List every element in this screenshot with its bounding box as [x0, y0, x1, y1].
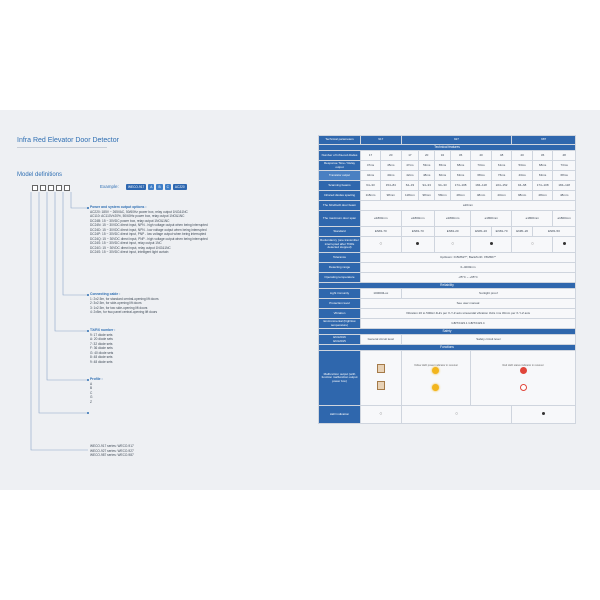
relay-cell: 68ms	[532, 161, 552, 171]
standard-label: Standard	[319, 227, 361, 237]
profile-title: Profile :	[90, 377, 103, 381]
standard-cell: EN81-70	[361, 227, 402, 237]
power-option: DC24P: 15 ~ 30VDC direct input, PNP - low voltage output when being interrupted	[90, 232, 207, 236]
emc-value: General circuit level	[361, 335, 402, 345]
scanning-cell: 184~118	[471, 181, 492, 191]
cable-option: 2: 3x2.5m, for side-opening lift doors	[90, 301, 142, 305]
red-led-off-icon	[520, 384, 527, 391]
spacing-cell: 40mm	[491, 191, 512, 201]
no-icon: ○	[451, 240, 455, 247]
scanning-label: Scanning beams	[319, 181, 361, 191]
blind-label: The blind/soft door beam	[319, 201, 361, 211]
spacing-cell: 48mm	[553, 191, 576, 201]
profile-option: C	[90, 390, 93, 395]
connecting-cable-title: Connecting cable :	[90, 292, 121, 296]
environmental-value: GB/T2423.1 GB/T2423.4	[361, 319, 576, 329]
tx-rx-option: A: 20 diode sets	[90, 337, 113, 341]
diodes-cell: 48	[553, 151, 576, 161]
series-group	[90, 444, 270, 458]
connecting-cable-group	[90, 292, 270, 315]
transistor-cell: 63ms	[532, 171, 552, 181]
spacing-cell: 58mm	[435, 191, 451, 201]
scanning-cell: 64~33	[401, 181, 419, 191]
detecting-label: Detecting range	[319, 263, 361, 273]
spacing-cell: 48mm	[471, 191, 492, 201]
spacing-cell: 98mm	[381, 191, 402, 201]
series-987-header: 987	[512, 136, 576, 145]
relay-cell: 47ms	[361, 161, 381, 171]
relay-cell: 45ms	[381, 161, 402, 171]
emc-label-2: EN12015	[333, 338, 346, 343]
transistor-cell: 63ms	[450, 171, 470, 181]
max-span-label: The maximum door span	[319, 211, 361, 227]
power-option: DC24D: 15 ~ 30VDC direct input, NPN - low voltage output when being interrupted	[90, 227, 207, 232]
power-option: DC24N: 15 ~ 30VDC direct input, NPN - high voltage output when being interrupted	[90, 223, 208, 227]
power-option: DC24B: 15 ~ 30VDC power box, relay output 1NO&1NC	[90, 218, 170, 223]
cable-option: 1: 2x2.5m, for standard central-opening lift doors	[90, 296, 159, 301]
example-chip: C	[166, 184, 169, 189]
example-chip: WECO-917	[128, 184, 145, 189]
functions-band: Functions	[319, 345, 576, 351]
example-chip: B	[158, 184, 161, 189]
red-led-caption: Red LED status indicator in receiver	[502, 363, 544, 367]
scanning-cell: 224~152	[491, 181, 512, 191]
emc-label	[319, 335, 361, 345]
diodes-cell: 17	[361, 151, 381, 161]
standard-cell: EN81-50	[532, 227, 575, 237]
yellow-led-icon	[432, 384, 439, 391]
diodes-label: Number of Infra-red diodes	[319, 151, 361, 161]
relay-label-text: Relay output	[335, 160, 356, 169]
diodes-cell: 20	[381, 151, 402, 161]
yes-dot-icon	[490, 242, 493, 245]
door-illustration-icon	[377, 364, 385, 373]
spacing-cell: 48mm	[450, 191, 470, 201]
scanning-cell: 94~68	[512, 181, 533, 191]
scanning-cell: 154~84	[381, 181, 402, 191]
scanning-cell: 94~33	[419, 181, 435, 191]
right-page	[300, 110, 600, 490]
document-title: Infra Red Elevator Door Detector	[17, 137, 119, 144]
spacing-label: Infrared diodes spacing	[319, 191, 361, 201]
standard-cell: EN81-70	[491, 227, 512, 237]
scanning-cell: 174~108	[450, 181, 470, 191]
vibration-label: Vibration	[319, 309, 361, 319]
yellow-led-cell	[401, 351, 471, 406]
redundancy-cell	[512, 237, 553, 253]
max-span-cell: ≥1800mm	[512, 211, 553, 227]
relay-cell: 73ms	[471, 161, 492, 171]
max-span-cell: ≥1800mm	[553, 211, 576, 227]
transistor-cell: 68ms	[553, 171, 576, 181]
operating-value: -25°C ~ +65°C	[361, 273, 576, 283]
diodes-cell: 32	[435, 151, 451, 161]
scanning-cell: 174~108	[532, 181, 552, 191]
power-options-group	[90, 205, 270, 255]
power-option: AC220: 185V ~ 265VAC, 50/60Hz power box, relay output 1NO&1NC	[90, 209, 188, 214]
transistor-cell: 42ms	[361, 171, 381, 181]
led-indication-cell	[401, 406, 512, 424]
relay-cell: 47ms	[401, 161, 419, 171]
transistor-cell: 76ms	[491, 171, 512, 181]
protection-value: See user manual	[361, 299, 576, 309]
redundancy-cell	[435, 237, 471, 253]
cable-option: 4: 2x5m, for two panel central-opening lift doors	[90, 310, 158, 314]
example-chip: A	[150, 184, 153, 189]
scanning-cell: 184~118	[553, 181, 576, 191]
redundancy-cell	[401, 237, 434, 253]
tx-rx-option: F: 36 diode sets	[90, 346, 113, 350]
transistor-cell: 48ms	[419, 171, 435, 181]
power-option: DC24Q: 15 ~ 30VDC direct input, PNP - high voltage output when being interrupted	[90, 236, 208, 241]
diodes-cell: 20	[512, 151, 533, 161]
max-span-cell: ≥1800mm	[435, 211, 471, 227]
response-label-text: Response Time	[323, 160, 345, 165]
standard-cell: EN81-20	[435, 227, 471, 237]
transistor-cell: 42ms	[401, 171, 419, 181]
scanning-cell: 94~33	[435, 181, 451, 191]
profile-option: G	[90, 395, 93, 399]
spacing-cell: 48mm	[532, 191, 552, 201]
diodes-cell: 17	[401, 151, 419, 161]
relay-cell: 53ms	[512, 161, 533, 171]
standard-cell: EN81-20	[512, 227, 533, 237]
detecting-value: 0~4000mm	[361, 263, 576, 273]
reliability-band: Reliability	[319, 283, 576, 289]
series-927-header: 927	[401, 136, 512, 145]
yes-dot-icon	[563, 242, 566, 245]
relay-cell: 61ms	[491, 161, 512, 171]
transistor-cell: 43ms	[512, 171, 533, 181]
tx-rx-option: 8: 48 diode sets	[90, 355, 113, 359]
led-indication-cell	[512, 406, 576, 424]
relay-cell: 53ms	[419, 161, 435, 171]
diodes-cell: 48	[491, 151, 512, 161]
diodes-cell: 36	[532, 151, 552, 161]
door-illustration-icon	[377, 381, 385, 390]
environmental-label: Environmental (high/low temperature)	[319, 319, 361, 329]
safety-band: Safety	[319, 329, 576, 335]
transistor-cell: 60ms	[435, 171, 451, 181]
profile-option: B	[90, 386, 93, 390]
profile-group	[90, 377, 270, 404]
protection-label: Protection level	[319, 299, 361, 309]
tx-rx-option: 9: 17 diode sets	[90, 332, 113, 337]
red-led-cell	[471, 351, 576, 406]
blind-value: ≤20mm	[361, 201, 576, 211]
transistor-label: Transistor output	[319, 171, 361, 181]
led-indication-label: LED indication	[319, 406, 361, 424]
power-option: DC24S: 15 ~ 30VDC direct input, relay output 1NC	[90, 241, 162, 245]
yellow-led-icon	[432, 367, 439, 374]
operating-label: Operating temperature	[319, 273, 361, 283]
spec-table	[318, 135, 576, 424]
emc-note: Safety circuit level	[401, 335, 575, 345]
tx-rx-option: 7: 32 diode sets	[90, 341, 113, 346]
power-option: AC110: AC110V±20%, 50/60Hz power box, relay output 1NO&1NC	[90, 214, 185, 218]
tx-rx-option: G: 40 diode sets	[90, 350, 114, 355]
scanning-cell: 64~33	[361, 181, 381, 191]
tx-rx-group	[90, 328, 270, 364]
light-value: 100000Lux	[361, 289, 402, 299]
tx-rx-option: 9: 48 diode sets	[90, 359, 113, 364]
no-icon: ○	[379, 410, 383, 417]
malfunction-label: Malfunction output (with function malfunction output power box)	[319, 351, 361, 406]
red-led-icon	[520, 367, 527, 374]
redundancy-cell	[361, 237, 402, 253]
no-icon: ○	[379, 240, 383, 247]
model-definitions-heading: Model definitions	[17, 172, 63, 178]
redundancy-cell	[471, 237, 512, 253]
yellow-led-caption: Yellow LED power indicator in receiver	[413, 363, 459, 367]
relay-cell: 73ms	[553, 161, 576, 171]
emc-label-1: EN12016	[333, 334, 346, 339]
redundancy-cell	[553, 237, 576, 253]
transistor-cell: 68ms	[471, 171, 492, 181]
example-label: Example:	[100, 184, 119, 189]
spacing-cell: 98mm	[419, 191, 435, 201]
light-label: Light immunity	[319, 289, 361, 299]
max-span-cell: ≥1800mm	[401, 211, 434, 227]
example-chip: AC220	[174, 184, 185, 189]
tolerance-value: Up/down: ±15MM/7°; Back/forth: ±5MM/7°	[361, 253, 576, 263]
spacing-cell: 118mm	[361, 191, 381, 201]
no-icon: ○	[454, 410, 458, 417]
profile-option: A	[90, 381, 93, 386]
series-917-header: 917	[361, 136, 402, 145]
tolerance-label: Tolerance	[319, 253, 361, 263]
technical-features-band: Technical features	[319, 145, 576, 151]
response-label: Response Time / Relay output	[319, 161, 361, 171]
vibration-value: Vibration 20 to 500Hz 4Hrs per X-Y-Z axis sinusoidal vibration 3Hrs rms 30mm per X-Y-Z axis	[361, 309, 576, 319]
door-illustration-cell	[361, 351, 402, 406]
spacing-cell: 98mm	[512, 191, 533, 201]
no-icon: ○	[530, 240, 534, 247]
brochure-spread	[0, 110, 600, 490]
series-option: WECO-927 series: WECO-927	[90, 448, 134, 453]
power-option: DC24G: 15 ~ 30VDC direct input, relay output 1NO&1NC	[90, 245, 171, 250]
relay-cell: 68ms	[450, 161, 470, 171]
left-page	[0, 110, 300, 490]
power-options-title: Power and system output options :	[90, 205, 147, 209]
profile-option: Z	[90, 399, 92, 404]
technical-parameters-header: Technical parameters	[319, 136, 361, 145]
spacing-cell: 118mm	[401, 191, 419, 201]
standard-cell: EN81-70	[401, 227, 434, 237]
max-span-cell: ≥1800mm	[471, 211, 512, 227]
relay-cell: 65ms	[435, 161, 451, 171]
yes-dot-icon	[416, 242, 419, 245]
tx-rx-title: TX/RX number :	[90, 328, 116, 332]
yes-dot-icon	[542, 412, 545, 415]
max-span-cell: ≥1800mm	[361, 211, 402, 227]
cable-option: 3: 1x2.5m, for two side-opening lift doors	[90, 305, 148, 310]
standard-cell: EN81-20	[471, 227, 492, 237]
series-option: WECO-987 series: WECO-987	[90, 453, 134, 457]
series-option: WECO-917 series: WECO-917	[90, 444, 134, 448]
diodes-cell: 20	[419, 151, 435, 161]
power-option: DC24S: 15 ~ 30VDC direct input, intelligent light curtain	[90, 250, 169, 254]
light-note: Sunlight proof	[401, 289, 575, 299]
diodes-cell: 40	[471, 151, 492, 161]
led-indication-cell	[361, 406, 402, 424]
redundancy-label: Redundancy (one transmitter interrupted after TDRs detected stopped)	[319, 237, 361, 253]
diodes-cell: 36	[450, 151, 470, 161]
transistor-cell: 40ms	[381, 171, 402, 181]
